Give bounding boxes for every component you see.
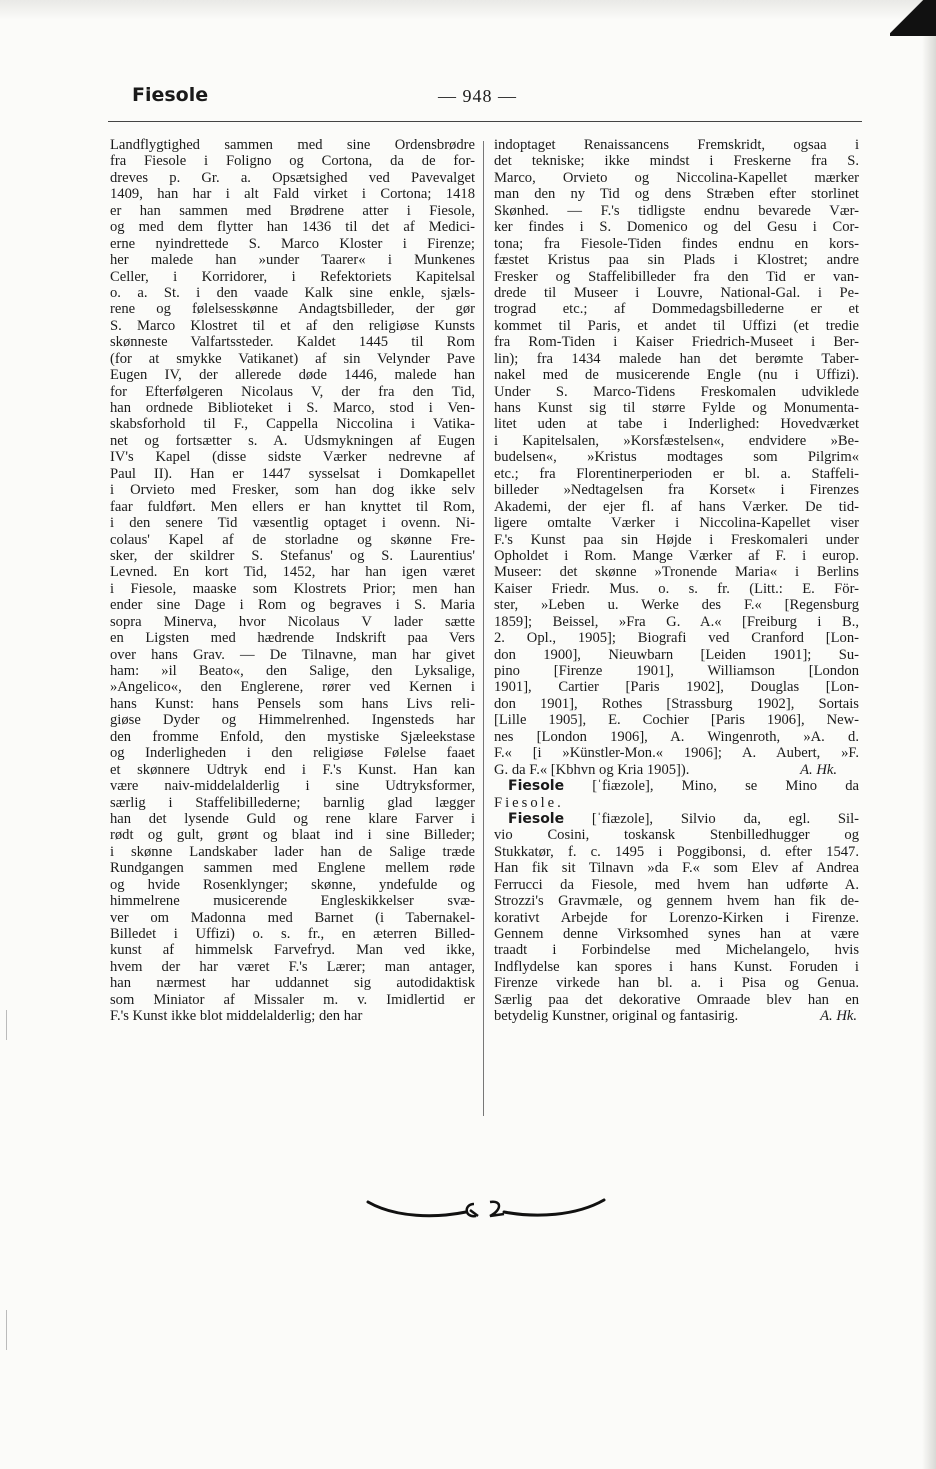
text-line: Kaiser Friedr. Mus. o. s. fr. (Litt.: E. För- bbox=[494, 580, 859, 597]
text-line: drede til Museer i Louvre, National-Gal. i Pe- bbox=[494, 284, 859, 301]
text-line: F.'s Kunst ikke blot middelalderlig; den har bbox=[110, 1008, 363, 1025]
text-line: »Angelico«, den Englerene, rører ved Kernen i bbox=[110, 679, 475, 696]
text-line: billeder »Nedtagelsen fra Korset« i Firenzes bbox=[494, 482, 859, 499]
text-line: den fromme Enfold, den mystiske Sjæleekstase bbox=[110, 728, 475, 745]
margin-mark bbox=[6, 1310, 7, 1350]
text-line: colaus' Kapel af de storladne og skønne Fre- bbox=[110, 531, 475, 548]
text-line: faar fuldført. Men ellers er han knyttet til Rom, bbox=[110, 498, 475, 515]
text-line: ender sine Dage i Rom og begraves i S. Maria bbox=[110, 597, 475, 614]
text-line: Han fik sit Tilnavn »da F.« som Elev af Andrea bbox=[494, 860, 859, 877]
text-line: i Fiesole, maaske som Klostrets Prior; men han bbox=[110, 580, 475, 597]
text-line: trograd etc.; af Dommedagsbillederne er et bbox=[494, 301, 859, 318]
text-line-content: betydelig Kunstner, original og fantasirig. bbox=[494, 1008, 739, 1025]
scan-corner-mark bbox=[890, 0, 936, 36]
text-line bbox=[494, 1008, 859, 1024]
text-line: vio Cosini, toskansk Stenbilledhugger og bbox=[494, 827, 859, 844]
text-line: hans Kunst: hans Pensels som hans Livs reli- bbox=[110, 695, 475, 712]
text-line-content: G. da F.« [Kbhvn og Kria 1905]). bbox=[494, 761, 690, 778]
text-line: i Orvieto med Fresker, som han dog ikke selv bbox=[110, 482, 475, 499]
text-line: det tekniske; ikke mindst i Freskerne fra S. bbox=[494, 153, 859, 170]
text-line: (for at smykke Vatikanet) af sin Velynder Pave bbox=[110, 350, 475, 367]
page-right-edge bbox=[922, 0, 936, 1469]
angelico-entry-continuation bbox=[494, 137, 859, 762]
text-line: 2. Opl., 1905]; Biografi ved Cranford [Lon- bbox=[494, 630, 859, 647]
text-line: Firenze virkede han bl. a. i Pisa og Genua. bbox=[494, 975, 859, 992]
text-line: sopra Minerva, hvor Nicolaus V lader sætte bbox=[110, 613, 475, 630]
author-signature: A. Hk. bbox=[820, 1008, 857, 1025]
text-line: traadt i Forbindelse med Michelangelo, hvis bbox=[494, 942, 859, 959]
text-line: hvem der har været F.'s Lærer; man antager, bbox=[110, 958, 475, 975]
text-line: 1409, han har i alt Fald virket i Cortona; 1418 bbox=[110, 186, 475, 203]
text-line: Særlig paa det dekorative Omraade blev han en bbox=[494, 991, 859, 1008]
text-line: fra Rom-Tiden i Kaiser Friedrich-Museet i Ber- bbox=[494, 334, 859, 351]
text-line: Paul II). Han er 1447 sysselsat i Domkapellet bbox=[110, 465, 475, 482]
entry-silvio-heading bbox=[494, 811, 859, 827]
text-line: Akademi, der ejer fl. af hans Værker. De tid- bbox=[494, 498, 859, 515]
text-line: i skønne Landskaber lader han de Salige træde bbox=[110, 843, 475, 860]
text-line: Landflygtighed sammen med sine Ordensbrødre bbox=[110, 137, 475, 153]
text-line: sker, der skildrer S. Stefanus' og S. Laurentius' bbox=[110, 547, 475, 564]
text-line: man den ny Tid og dens Stræben efter storlinet bbox=[494, 186, 859, 203]
entry-text: [ˈfiæzole], Silvio da, egl. Sil- bbox=[591, 810, 859, 827]
text-line: himmelrene musicerende Engleskikkelser svæ- bbox=[110, 893, 475, 910]
decorative-tailpiece bbox=[366, 1194, 606, 1224]
text-line: skabsforhold til F., Cappella Niccolina i Vatika- bbox=[110, 416, 475, 433]
text-line: S. Marco Klostret til et af den religiøse Kunsts bbox=[110, 317, 475, 334]
text-line: etc.; fra Florentinerperioden er bl. a. Staffeli- bbox=[494, 465, 859, 482]
text-line: kommet til Paris, et andet til Uffizi (et tredie bbox=[494, 317, 859, 334]
text-line: Marco, Orvieto og Niccolina-Kapellet mærker bbox=[494, 169, 859, 186]
text-line: kunst af himmelsk Farvefryd. Man ved ikke, bbox=[110, 942, 475, 959]
text-line: ham: »il Beato«, den Salige, den Lyksalige, bbox=[110, 663, 475, 679]
text-line: ker findes i S. Domenico og del Gesu i Cor- bbox=[494, 219, 859, 236]
text-line: han ordnede Biblioteket i S. Marco, stod i Ven- bbox=[110, 400, 475, 416]
text-line: Levned. En kort Tid, 1452, har han igen været bbox=[110, 564, 475, 581]
text-line: o. a. St. i den vaade Kalk sine enkle, sjæls- bbox=[110, 284, 475, 301]
text-line: særlig i Staffelibillederne; barnlig glad lægger bbox=[110, 794, 475, 811]
text-line: en Ligsten med hædrende Indskrift paa Vers bbox=[110, 630, 475, 647]
text-line bbox=[494, 795, 859, 811]
running-head-title: Fiesole bbox=[132, 84, 209, 106]
author-signature: A. Hk. bbox=[800, 761, 837, 778]
text-line: F.'s Kunst paa sin Højde i Freskomaleri under bbox=[494, 531, 859, 548]
text-line: fra Fiesole i Foligno og Cortona, da de for- bbox=[110, 153, 475, 170]
text-line: rødt og gult, grønt og blaat ind i sine Billeder; bbox=[110, 827, 475, 844]
page-top-edge bbox=[0, 0, 936, 20]
text-line: Eugen IV, der allerede døde 1446, malede han bbox=[110, 367, 475, 384]
text-line: Museer: det skønne »Tronende Maria« i Berlins bbox=[494, 564, 859, 581]
text-line: og Inderligheden i den religiøse Følelse faaet bbox=[110, 745, 475, 762]
text-line: Indflydelse kan spores i hans Kunst. Foruden i bbox=[494, 958, 859, 975]
entry-headword: Fiesole bbox=[508, 778, 565, 795]
text-line: erne nyindrettede S. Marco Kloster i Firenze; bbox=[110, 235, 475, 252]
text-line: nes [London 1906], A. Wingenroth, »A. d. bbox=[494, 728, 859, 745]
page-number: — 948 — bbox=[438, 86, 517, 106]
text-line: don 1900], Nieuwbarn [Leiden 1901]; Su- bbox=[494, 646, 859, 663]
left-column bbox=[110, 137, 475, 1025]
text-line: han nærmest har uddannet sig autodidaktisk bbox=[110, 975, 475, 992]
text-line: Gennem denne Virksomhed synes han at være bbox=[494, 926, 859, 942]
text-line: tona; fra Fiesole-Tiden findes endnu en kors- bbox=[494, 235, 859, 252]
silvio-entry-body bbox=[494, 827, 859, 1008]
text-line: Opholdet i Rom. Mange Værker af F. i europ. bbox=[494, 547, 859, 564]
text-line: don 1901], Rothes [Strassburg 1902], Sortais bbox=[494, 695, 859, 712]
text-line: her malede han »under Taarer« i Munkenes bbox=[110, 252, 475, 269]
text-line: giøse Dyder og Himmelrenhed. Ingensteds har bbox=[110, 712, 475, 729]
text-line: ver om Madonna med Barnet (i Tabernakel- bbox=[110, 909, 475, 926]
text-line: han det lysende Guld og rene klare Farver i bbox=[110, 810, 475, 827]
text-line: nakel med de musicerende Engle (nu i Uffizi). bbox=[494, 367, 859, 384]
text-line: i den senere Tid væsentlig optaget i ovenn. Ni- bbox=[110, 515, 475, 532]
text-line: ster, »Leben u. Werke des F.« [Regensburg bbox=[494, 597, 859, 614]
text-line: [Lille 1905], E. Cochier [Paris 1906], New- bbox=[494, 712, 859, 729]
text-line: Strozzi's Gravmæle, og gennem hvem han fik de- bbox=[494, 893, 859, 910]
right-column bbox=[494, 137, 859, 1025]
text-line: hans Kunst sig til større Fylde og Monumenta- bbox=[494, 400, 859, 416]
text-line: Celler, i Korridorer, i Refektoriets Kapitelsal bbox=[110, 268, 475, 285]
margin-mark bbox=[6, 1010, 7, 1040]
text-line: 1859]; Beissel, »Fra G. A.« [Freiburg i B., bbox=[494, 613, 859, 630]
text-line: er han sammen med Brødrene atter i Fiesole, bbox=[110, 202, 475, 219]
text-line: pino [Firenze 1901], Williamson [London bbox=[494, 663, 859, 679]
running-head bbox=[130, 84, 862, 114]
entry-mino-heading bbox=[494, 778, 859, 794]
entry-text: Fiesole. bbox=[494, 794, 564, 811]
text-line: rene og følelsesskønne Andagtsbilleder, der gør bbox=[110, 301, 475, 318]
text-line: for Efterfølgeren Nicolaus V, der fra den Tid, bbox=[110, 383, 475, 400]
text-line: Ferrucci da Fiesole, med hvem han udførte A. bbox=[494, 876, 859, 893]
text-line: og hvide Rosenklynger; skønne, yndefulde og bbox=[110, 876, 475, 893]
text-line: dreves p. Gr. a. Opsætsighed ved Pavevalget bbox=[110, 169, 475, 186]
text-line: lin); fra 1434 malede han det berømte Taber- bbox=[494, 350, 859, 367]
entry-text: [ˈfiæzole], Mino, se Mino da bbox=[592, 778, 859, 795]
text-line: Stukkatør, f. c. 1495 i Poggibonsi, d. efter 1547. bbox=[494, 843, 859, 860]
text-line: korativt Arbejde for Lorenzo-Kirken i Firenze. bbox=[494, 909, 859, 926]
header-rule bbox=[108, 121, 862, 122]
column-divider bbox=[483, 141, 484, 1116]
text-line: F.« [i »Künstler-Mon.« 1906]; A. Aubert, »F. bbox=[494, 745, 859, 762]
text-line: Under S. Marco-Tidens Freskomalen udviklede bbox=[494, 383, 859, 400]
text-line: IV's Kapel (disse sidste Værker nedrevne af bbox=[110, 449, 475, 466]
text-line: og med dem flytter han 1436 til det af Medici- bbox=[110, 219, 475, 236]
text-line: indoptaget Renaissancens Fremskridt, ogsaa i bbox=[494, 137, 859, 153]
text-line: Fresker og Staffelibilleder fra den Tid er van- bbox=[494, 268, 859, 285]
text-line: over hans Grav. — De Tilnavne, man har givet bbox=[110, 646, 475, 663]
text-line: Rundgangen sammen med Englene mellem røde bbox=[110, 860, 475, 877]
text-line: budelsen«, »Kristus modtages som Pilgrim« bbox=[494, 449, 859, 466]
text-line: fæstet Kristus paa sin Plads i Klostret; andre bbox=[494, 252, 859, 269]
text-line: skønneste Valfartssteder. Kaldet 1445 til Rom bbox=[110, 334, 475, 351]
text-line: som Miniator af Missaler m. v. Imidlertid er bbox=[110, 991, 475, 1008]
text-line: et skønnere Udtryk end i F.'s Kunst. Han kan bbox=[110, 761, 475, 778]
text-line: være naiv-middelalderlig i sine Udtryksformer, bbox=[110, 778, 475, 795]
text-line: i Kapitelsalen, »Korsfæstelsen«, endvidere »Be- bbox=[494, 432, 859, 449]
text-line: Billedet i Uffizi) o. s. fr., en æterren Billed- bbox=[110, 926, 475, 942]
text-line bbox=[494, 762, 859, 778]
entry-headword: Fiesole bbox=[508, 810, 565, 827]
text-line: litet uden at tabe i Inderlighed: Hovedværket bbox=[494, 416, 859, 433]
text-line: ligere omtalte Værker i Niccolina-Kapellet viser bbox=[494, 515, 859, 532]
text-line: Skønhed. — F.'s tidligste endnu bevarede Vær- bbox=[494, 202, 859, 219]
text-line: 1901], Cartier [Paris 1902], Douglas [Lon- bbox=[494, 679, 859, 696]
text-line: net og fortsætter s. A. Udsmykningen af Eugen bbox=[110, 432, 475, 449]
